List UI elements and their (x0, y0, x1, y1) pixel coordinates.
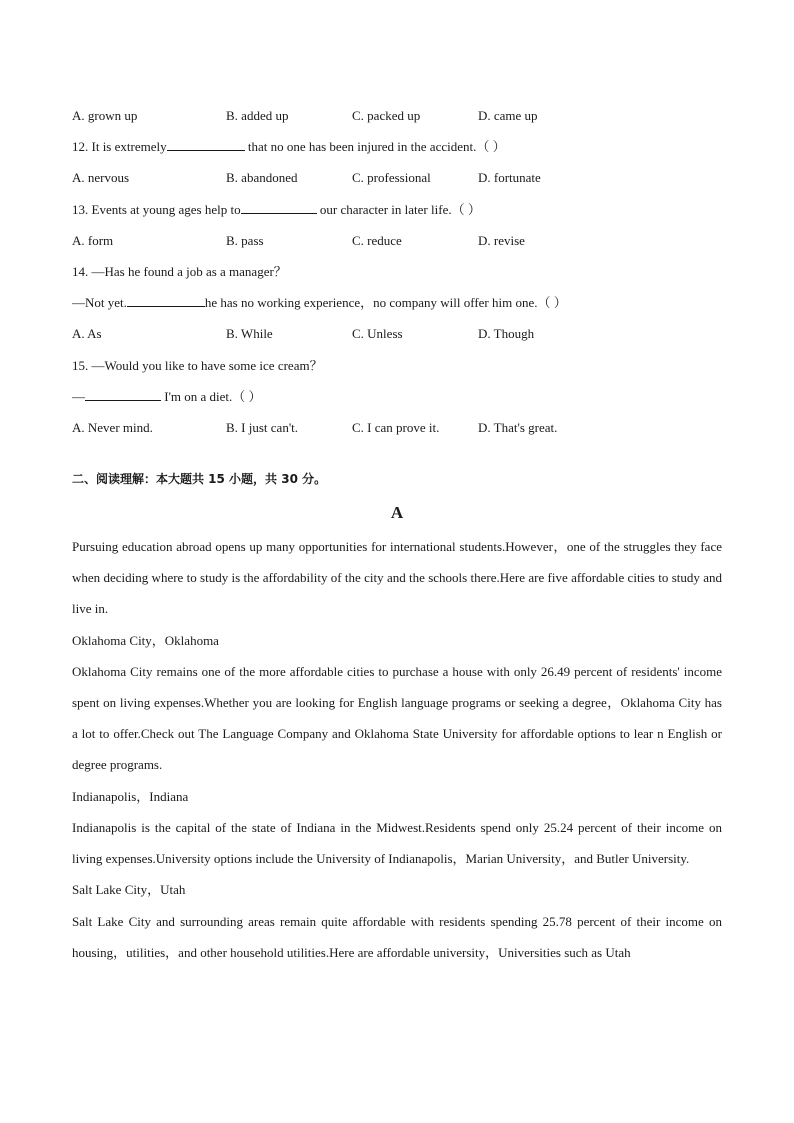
q15-option-b[interactable]: B. I just can't. (226, 419, 299, 435)
passage-intro: Pursuing education abroad opens up many opportunities for international students.However，one of the struggles they face when deciding where to study is the affordability of the city and the schools there.Here are five affordable cities to study and live in. (72, 539, 722, 617)
q15-option-d[interactable]: D. That's great. (478, 419, 558, 435)
q12-option-a[interactable]: A. nervous (72, 170, 130, 186)
city-paragraph-oklahoma: Oklahoma City remains one of the more affordable cities to purchase a house with only 26.49 percent of residents' income spent on living expenses.Whether you are looking for English language programs or seeking a degree，Oklahoma City has a lot to offer.Check out The Language Company and Oklahoma State University for affordable options to lear n English or degree programs. (72, 663, 722, 773)
city-heading-oklahoma: Oklahoma City，Oklahoma (72, 632, 219, 648)
q15-line2-before: — (72, 388, 85, 404)
q11-option-b[interactable]: B. added up (226, 108, 289, 123)
q15-line2-after: I'm on a diet.（ ） (161, 388, 262, 404)
q12-option-c[interactable]: C. professional (352, 170, 431, 186)
section-heading: 二、阅读理解：本大题共 15 小题，共 30 分。 (72, 472, 327, 487)
city-paragraph-indianapolis: Indianapolis is the capital of the state of Indiana in the Midwest.Residents spend only 25.24 percent of their income on living expenses.University options include the University of Indianapolis，Marian University，and Butler University. (72, 819, 722, 867)
q14-line2-before: —Not yet. (72, 295, 127, 311)
q14-options (72, 318, 722, 349)
q13-option-d[interactable]: D. revise (478, 232, 525, 248)
q14-line2-after: he has no working experience，no company will offer him one.（ ） (204, 295, 567, 311)
q13-answer-blank[interactable] (241, 201, 317, 214)
q14-line1: 14. —Has he found a job as a manager？ (72, 263, 287, 279)
q13-stem-before: 13. Events at young ages help to (72, 201, 241, 217)
q13-stem-after: our character in later life.（ ） (316, 201, 481, 217)
q14-option-b[interactable]: B. While (226, 326, 273, 342)
q15-option-c[interactable]: C. I can prove it. (352, 419, 440, 435)
q13-option-a[interactable]: A. form (72, 232, 114, 248)
passage-title: A (390, 503, 404, 523)
q15-line1: 15. —Would you like to have some ice cream？ (72, 357, 323, 373)
q12-stem (72, 131, 722, 162)
q11-option-a[interactable]: A. grown up (72, 108, 138, 123)
city-heading-salt-lake: Salt Lake City，Utah (72, 882, 186, 898)
q12-stem-after: that no one has been injured in the accident.（ ） (244, 139, 506, 155)
q12-option-b[interactable]: B. abandoned (226, 170, 298, 186)
q13-option-b[interactable]: B. pass (226, 232, 264, 248)
q14-option-a[interactable]: A. As (72, 326, 102, 342)
q11-option-d[interactable]: D. came up (478, 108, 538, 123)
q11-option-c[interactable]: C. packed up (352, 108, 421, 123)
q15-option-a[interactable]: A. Never mind. (72, 419, 153, 435)
q12-answer-blank[interactable] (167, 138, 245, 151)
q14-option-c[interactable]: C. Unless (352, 326, 403, 342)
q15-line2 (72, 381, 722, 412)
q14-answer-blank[interactable] (127, 294, 205, 307)
q12-stem-before: 12. It is extremely (72, 139, 167, 155)
q12-option-d[interactable]: D. fortunate (478, 170, 541, 186)
q13-option-c[interactable]: C. reduce (352, 232, 402, 248)
q12-options (72, 162, 722, 193)
q14-option-d[interactable]: D. Though (478, 326, 535, 342)
city-paragraph-salt-lake: Salt Lake City and surrounding areas remain quite affordable with residents spending 25.78 percent of their income on housing，utilities，and other household utilities.Here are affordable university，Universities such as Utah (72, 913, 722, 960)
q11-options (72, 100, 722, 131)
city-heading-indianapolis: Indianapolis，Indiana (72, 788, 189, 804)
q14-line2 (72, 287, 722, 318)
q15-answer-blank[interactable] (85, 388, 161, 401)
q15-options (72, 412, 722, 443)
q13-options (72, 225, 722, 256)
q13-stem (72, 194, 722, 225)
exam-page (72, 100, 722, 968)
